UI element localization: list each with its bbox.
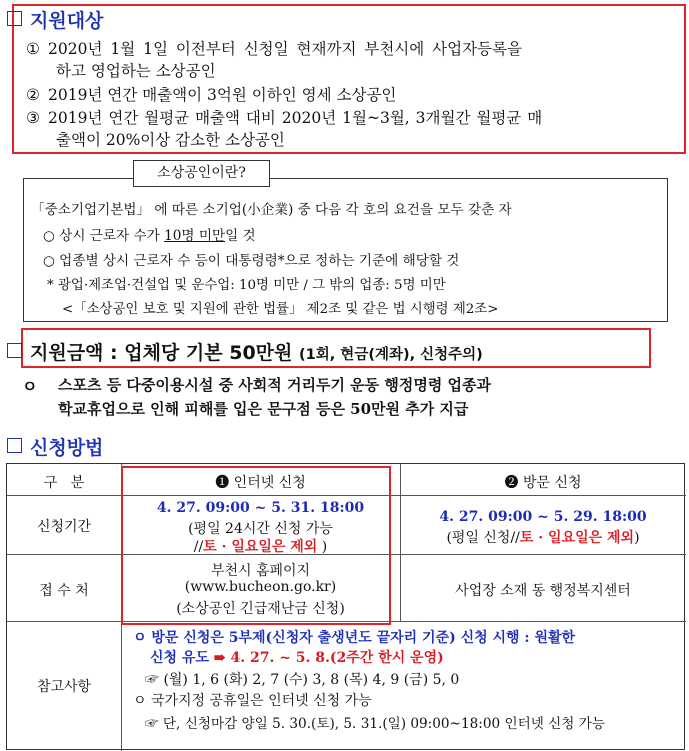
notes-line-3: ☞ (월) 1, 6 (화) 2, 7 (수) 3, 8 (목) 4, 9 (금) 5, 0: [145, 672, 460, 688]
table-header-category: 구 분: [43, 475, 85, 491]
notes-line-1: ㅇ 방문 신청은 5부제(신청자 출생년도 끝자리 기준) 신청 시행 : 원활한: [133, 630, 576, 646]
visit-period-line2: (평일 신청//토 · 일요일은 제외): [446, 530, 640, 546]
definition-note: * 광업·제조업·건설업 및 운수업: 10명 미만 / 그 밖의 업종: 5명 미만: [47, 278, 446, 293]
notes-line-4: ㅇ 국가지정 공휴일은 인터넷 신청 가능: [133, 693, 372, 709]
definition-bullet-2: ○ 업종별 상시 근로자 수 등이 대통령령*으로 정하는 기준에 해당할 것: [43, 253, 460, 269]
visit-period-date: 4. 27. 09:00 ~ 5. 29. 18:00: [439, 509, 647, 525]
eligibility-item-3-cont: 출액이 20%이상 감소한 소상공인: [56, 131, 285, 149]
internet-period-line2: (평일 24시간 신청 가능: [188, 521, 333, 537]
definition-intro: 「중소기업기본법」 에 따른 소기업(小企業) 중 다음 각 호의 요건을 모두 갖춘 자: [31, 202, 512, 218]
row-label-notes: 참고사항: [36, 679, 92, 695]
internet-office-line1: 부천시 홈페이지: [210, 563, 311, 579]
method-heading: 신청방법: [7, 433, 103, 460]
eligibility-heading-text: 지원대상: [30, 10, 104, 32]
table-header-visit: ❷ 방문 신청: [504, 475, 582, 491]
internet-period-date: 4. 27. 09:00 ~ 5. 31. 18:00: [156, 500, 365, 516]
square-bullet-icon: [7, 438, 22, 453]
amount-bullet-line-1: 스포츠 등 다중이용시설 중 사회적 거리두기 운동 행정명령 업종과: [58, 376, 492, 394]
definition-tab: 소상공인이란?: [133, 160, 270, 187]
amount-bullet-mark: ㅇ: [22, 377, 38, 396]
arrow-icon: ➠: [213, 650, 226, 666]
internet-office-line2: (www.bucheon.go.kr): [184, 579, 337, 595]
amount-heading: 지원금액 : 업체당 기본 50만원 (1회, 현금(계좌), 신청주의): [7, 338, 483, 365]
eligibility-item-1-cont: 하고 영업하는 소상공인: [56, 62, 216, 80]
table-header-internet: ❶ 인터넷 신청: [215, 475, 306, 491]
definition-bullet-1: ○ 상시 근로자 수가 10명 미만일 것: [43, 228, 256, 244]
eligibility-item-2: ② 2019년 연간 매출액이 3억원 이하인 영세 소상공인: [26, 86, 397, 104]
definition-law: <「소상공인 보호 및 지원에 관한 법률」 제2조 및 같은 법 시행령 제2조>: [62, 302, 499, 317]
row-label-period: 신청기간: [36, 519, 92, 535]
internet-period-line3: //토 · 일요일은 제외 ): [193, 539, 328, 555]
row-label-office: 접 수 처: [39, 583, 89, 599]
internet-column-highlight: [121, 466, 391, 625]
amount-bullet-line-2: 학교휴업으로 인해 피해를 입은 문구점 등은 50만원 추가 지급: [58, 400, 469, 418]
visit-office: 사업장 소재 동 행정복지센터: [455, 583, 631, 599]
notes-line-5: ☞ 단, 신청마감 양일 5. 30.(토), 5. 31.(일) 09:00~18:00 인터넷 신청 가능: [145, 716, 606, 732]
eligibility-item-3: ③ 2019년 연간 월평균 매출액 대비 2020년 1월~3월, 3개월간 월평균 매: [26, 109, 543, 127]
notes-line-2: 신청 유도 ➠ 4. 27. ~ 5. 8.(2주간 한시 운영): [150, 650, 444, 666]
square-bullet-icon: [7, 11, 22, 26]
square-bullet-icon: [7, 343, 22, 358]
internet-office-line3: (소상공인 긴급재난금 신청): [176, 601, 345, 617]
eligibility-heading: [7, 6, 103, 33]
eligibility-item-1: ① 2020년 1월 1일 이전부터 신청일 현재까지 부천시에 사업자등록을: [26, 40, 523, 58]
